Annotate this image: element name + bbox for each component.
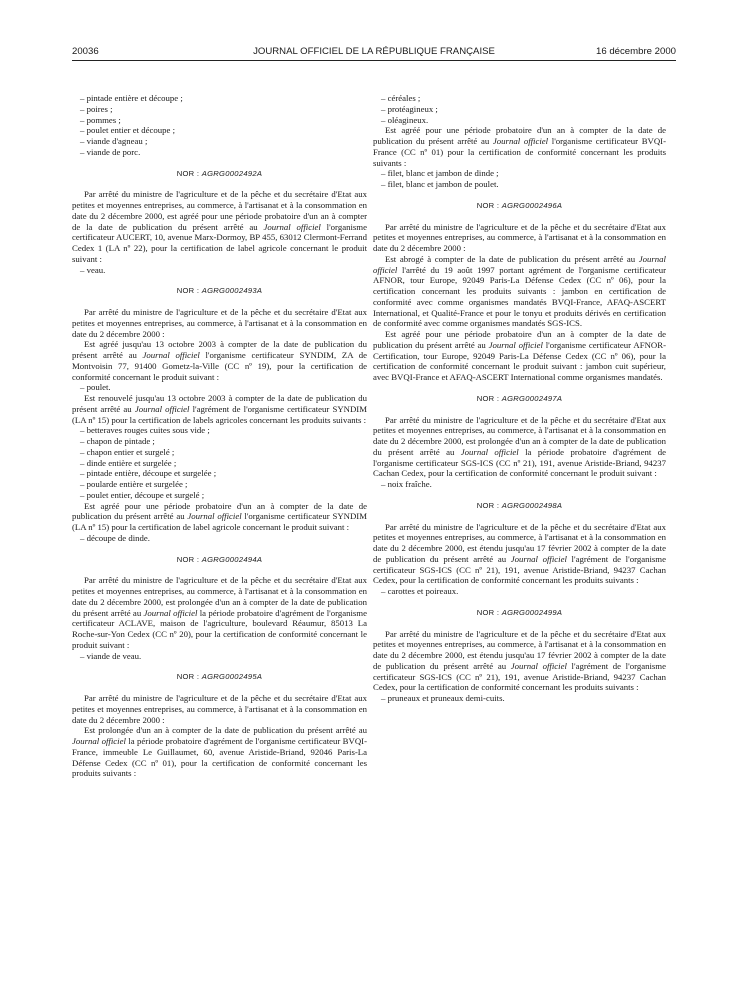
text-run: Est renouvelé jusqu'au 13 octobre 2003 à compter de la date de publication du présent arrêté au — [72, 393, 367, 414]
list-item: – céréales ; — [381, 93, 421, 103]
text-run: l'organisme certificateur AFNOR-Certification, tour Europe, 92049 Paris-La Défense Cedex (CC nº 06), pour la certification de conformité concernant le produit suivant : jambon cuit supérieur, avec BVQI-France et AFAQ-ASCERT International comme organismes mandatés. — [373, 339, 666, 382]
nor-code: AGRG0002495A — [201, 672, 263, 682]
list-item: – dinde entière et surgelée ; — [80, 457, 177, 468]
nor-reference — [72, 555, 367, 566]
right-column — [373, 93, 666, 704]
nor-reference — [373, 608, 666, 619]
journal-officiel-ref: Journal officiel — [187, 511, 242, 522]
nor-code: AGRG0002498A — [501, 500, 563, 510]
text-run: Par arrêté du ministre de l'agriculture et de la pêche et du secrétaire d'Etat aux petites et moyennes entreprises, au commerce, à l'artisanat et à la consommation en date du 2 décembre 2000, est agréé pour une période probatoire d'un an à compter de la date de publication du présent arrêté au — [72, 189, 367, 232]
text-run: la période probatoire d'agrément de l'organisme certificateur SGS-ICS (CC nº 21), 191, avenue Aristide-Briand, 94237 Cachan Cedex, pour la certification de conformité concernant le produit suivant : — [373, 446, 666, 479]
issue-date: 16 décembre 2000 — [595, 46, 676, 57]
decree-paragraph — [72, 501, 367, 533]
list-item: – poularde entière et surgelée ; — [80, 479, 188, 489]
nor-reference — [373, 201, 666, 212]
text-run: l'organisme certificateur AUCERT, 10, avenue Marx-Dormoy, BP 455, 63012 Clermont-Ferrand Cedex 1 (LA nº 22), pour la certification de label agricole concernant le produit suivant : — [72, 221, 367, 264]
list-item: – découpe de dinde. — [80, 532, 150, 543]
decree-paragraph — [373, 329, 666, 383]
text-run: Par arrêté du ministre de l'agriculture et de la pêche et du secrétaire d'Etat aux petites et moyennes entreprises, au commerce, à l'artisanat et à la consommation en date du 2 décembre 2000, est prolongée d'un an à compter de la date de publication du présent arrêté au — [373, 414, 666, 457]
text-run: Est agréé jusqu'au 13 octobre 2003 à compter de la date de publication du présent arrêté au — [72, 339, 367, 360]
text-run: l'organisme certificateur SYNDIM, ZA de Montvoisin 77, 91400 Gometz-la-Ville (CC nº 19), pour la certification de conformité concernant le produit suivant : — [72, 350, 367, 382]
journal-officiel-ref: Journal officiel — [142, 350, 200, 360]
text-run: Est abrogé à compter de la date de publication du présent arrêté au — [385, 253, 639, 264]
nor-code: AGRG0002493A — [201, 286, 263, 296]
nor-code: AGRG0002496A — [501, 200, 563, 210]
list-item: – viande d'agneau ; — [80, 136, 148, 146]
nor-label: NOR : — [176, 168, 202, 178]
nor-label: NOR : — [176, 554, 202, 564]
journal-officiel-ref: Journal officiel — [492, 136, 549, 146]
text-run: Est agréé pour une période probatoire d'un an à compter de la date de publication du présent arrêté au — [373, 329, 666, 350]
nor-label: NOR : — [476, 607, 502, 617]
decree-paragraph — [373, 629, 666, 694]
decree-intro: Par arrêté du ministre de l'agriculture et de la pêche et du secrétaire d'Etat aux petites et moyennes entreprises, au commerce, à l'artisanat et à la consommation en date du 2 décembre 2000 : — [373, 221, 666, 253]
decree-paragraph — [72, 725, 367, 779]
text-run: l'agrément de l'organisme certificateur SYNDIM (LA nº 15) pour la certification de labels agricoles concernant les produits suivants : — [72, 403, 367, 425]
decree-intro: Par arrêté du ministre de l'agriculture et de la pêche et du secrétaire d'Etat aux petites et moyennes entreprises, au commerce, à l'artisanat et à la consommation en date du 2 décembre 2000 : — [72, 307, 367, 339]
list-item: – viande de veau. — [80, 650, 142, 661]
list-item: – poires ; — [80, 103, 113, 114]
nor-code: AGRG0002499A — [501, 607, 563, 617]
nor-label: NOR : — [476, 200, 502, 210]
journal-officiel-ref: Journal officiel — [263, 221, 321, 232]
text-run: l'organisme certificateur SYNDIM (LA nº 15) pour la certification de label agricole concernant le produit suivant : — [72, 511, 367, 532]
decree-paragraph — [373, 254, 666, 329]
text-run: la période probatoire d'agrément de l'organisme certificateur ACLAVE, maison de l'agriculture, boulevard Réaumur, 85013 La Roche-sur-Yon Cedex (CC nº 20), pour la certification de conformité concernant le produit suivant : — [72, 607, 367, 650]
journal-officiel-ref: Journal officiel — [72, 736, 126, 746]
nor-reference — [72, 286, 367, 297]
left-column — [72, 93, 367, 779]
text-run: Est prolongée d'un an à compter de la date de publication du présent arrêté au — [84, 725, 367, 736]
list-item: – noix fraîche. — [381, 479, 432, 489]
list-item: – filet, blanc et jambon de poulet. — [381, 179, 499, 189]
decree-intro: Par arrêté du ministre de l'agriculture et de la pêche et du secrétaire d'Etat aux petites et moyennes entreprises, au commerce, à l'artisanat et à la consommation en date du 2 décembre 2000 : — [72, 693, 367, 725]
decree-paragraph — [72, 339, 367, 382]
nor-label: NOR : — [176, 672, 202, 682]
journal-officiel-ref: Journal officiel — [373, 253, 666, 275]
list-item: – chapon entier et surgelé ; — [80, 446, 175, 457]
decree-paragraph — [373, 125, 666, 168]
list-item: – viande de porc. — [80, 146, 141, 157]
text-run: Est agréé pour une période probatoire d'un an à compter de la date de publication du présent arrêté au — [72, 500, 367, 522]
nor-reference — [72, 169, 367, 180]
list-item: – filet, blanc et jambon de dinde ; — [381, 168, 499, 179]
nor-code: AGRG0002497A — [501, 393, 563, 403]
page-number: 20036 — [72, 46, 99, 57]
list-item: – chapon de pintade ; — [80, 436, 155, 446]
nor-code: AGRG0002492A — [201, 168, 263, 178]
decree-paragraph — [72, 189, 367, 264]
page-header — [72, 44, 676, 61]
journal-officiel-ref: Journal officiel — [510, 660, 567, 671]
text-run: l'agrément de l'organisme certificateur SGS-ICS (CC nº 21), 191, avenue Aristide-Briand, 94237 Cachan Cedex, pour la certification de conformité concernant les produits suivants : — [373, 553, 666, 586]
journal-officiel-ref: Journal officiel — [510, 553, 567, 564]
nor-reference — [72, 672, 367, 683]
text-run: l'arrêté du 19 août 1997 portant agrément de l'organisme certificateur AFNOR, tour Europe, 92049 Paris-La Défense Cedex (CC nº 06), pour la certification concernant les produits suivants : jambon en certification de conformité avec comme organismes mandatés BVQI-France, AFAQ-ASCERT International, et Qualité-France et pour le tonyu et produits dérivés en certification de conformité avec comme organismes mandatés SGS-ICS. — [373, 264, 666, 329]
decree-paragraph — [373, 522, 666, 587]
list-item: – pommes ; — [80, 114, 121, 125]
text-run: Par arrêté du ministre de l'agriculture et de la pêche et du secrétaire d'Etat aux petites et moyennes entreprises, au commerce, à l'artisanat et à la consommation en date du 2 décembre 2000, est étendu jusqu'au 17 février 2002 à compter de la date de publication du présent arrêté au — [373, 521, 666, 564]
nor-label: NOR : — [176, 286, 202, 296]
journal-officiel-ref: Journal officiel — [488, 339, 543, 350]
list-item: – carottes et poireaux. — [381, 586, 459, 596]
text-run: Par arrêté du ministre de l'agriculture et de la pêche et du secrétaire d'Etat aux petites et moyennes entreprises, au commerce, à l'artisanat et à la consommation en date du 2 décembre 2000, est étendu jusqu'au 17 février 2002 à compter de la date de publication du présent arrêté au — [373, 628, 666, 671]
journal-officiel-ref: Journal officiel — [143, 607, 198, 618]
list-item: – pintade entière et découpe ; — [80, 93, 183, 103]
list-item: – pintade entière, découpe et surgelée ; — [80, 468, 217, 479]
decree-paragraph — [72, 575, 367, 650]
nor-reference — [373, 394, 666, 405]
list-item: – oléagineux. — [381, 114, 429, 125]
nor-label: NOR : — [476, 393, 502, 403]
journal-officiel-ref: Journal officiel — [134, 403, 190, 414]
list-item: – betteraves rouges cuites sous vide ; — [80, 425, 210, 436]
list-item: – protéagineux ; — [381, 103, 438, 114]
list-item: – poulet. — [80, 382, 111, 393]
nor-code: AGRG0002494A — [201, 554, 263, 564]
nor-label: NOR : — [476, 500, 502, 510]
text-run: la période probatoire d'agrément de l'organisme certificateur BVQI-France, immeuble Le Guillaumet, 60, avenue Aristide-Briand, 92046 Paris-La Défense Cedex (CC nº 01), pour la certification de conformité concernant les produits suivants : — [72, 736, 367, 779]
text-run: Est agréé pour une période probatoire d'un an à compter de la date de publication du présent arrêté au — [373, 125, 666, 146]
text-run: Par arrêté du ministre de l'agriculture et de la pêche et du secrétaire d'Etat aux petites et moyennes entreprises, au commerce, à l'artisanat et à la consommation en date du 2 décembre 2000, est prolongée d'un an à compter de la date de publication du présent arrêté au — [72, 575, 367, 618]
journal-title: JOURNAL OFFICIEL DE LA RÉPUBLIQUE FRANÇAISE — [253, 46, 495, 57]
journal-officiel-ref: Journal officiel — [460, 446, 519, 457]
text-run: l'organisme certificateur BVQI-France (CC nº 01) pour la certification de conformité concernant les produits suivants : — [373, 136, 666, 168]
list-item: – poulet entier et découpe ; — [80, 125, 175, 136]
text-run: l'agrément de l'organisme certificateur SGS-ICS (CC nº 21), 191, avenue Aristide-Briand, 94237 Cachan Cedex, pour la certification de conformité concernant les produits suivants : — [373, 660, 666, 693]
list-item: – veau. — [80, 264, 106, 275]
list-item: – poulet entier, découpe et surgelé ; — [80, 489, 205, 500]
nor-reference — [373, 501, 666, 512]
decree-paragraph — [72, 393, 367, 425]
decree-paragraph — [373, 415, 666, 480]
list-item: – pruneaux et pruneaux demi-cuits. — [381, 693, 505, 703]
